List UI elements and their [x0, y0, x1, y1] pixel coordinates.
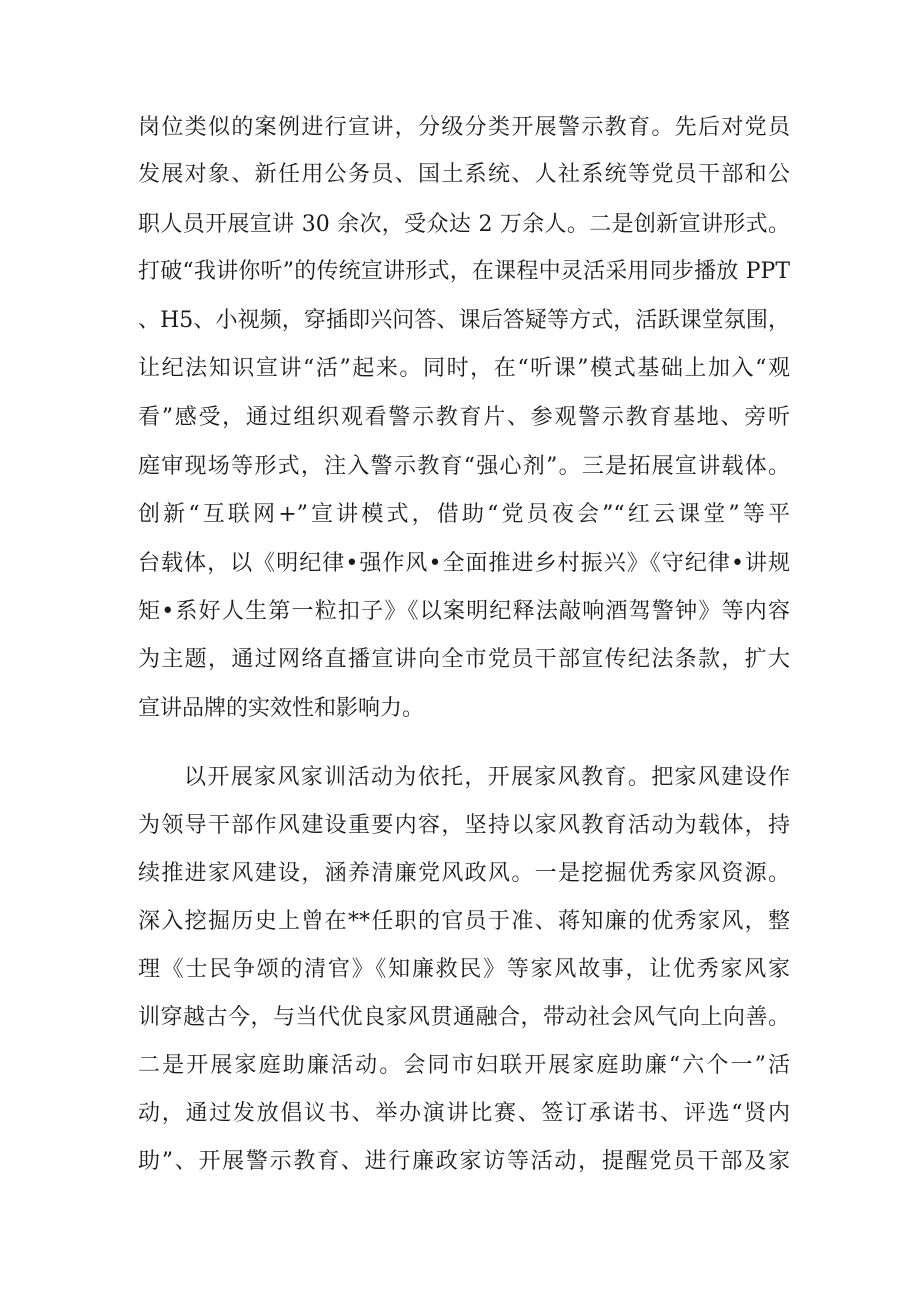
paragraph-line: 为主题，通过网络直播宣讲向全市党员干部宣传纪法条款，扩大: [138, 647, 790, 672]
paragraph-line: 创新“互联网+”宣讲模式，借助“党员夜会”“红云课堂”等平: [138, 502, 790, 527]
paragraph-line: 训穿越古今，与当代优良家风贯通融合，带动社会风气向上向善。: [138, 1005, 790, 1030]
paragraph-line: 打破“我讲你听”的传统宣讲形式，在课程中灵活采用同步播放 PPT: [138, 259, 790, 284]
paragraph-line: 看”感受，通过组织观看警示教育片、参观警示教育基地、旁听: [138, 405, 790, 430]
paragraph-line: 、H5、小视频，穿插即兴问答、课后答疑等方式，活跃课堂氛围，: [138, 308, 790, 333]
paragraph-line: 动，通过发放倡议书、举办演讲比赛、签订承诺书、评选“贤内: [138, 1101, 790, 1126]
paragraph-line: 续推进家风建设，涵养清廉党风政风。一是挖掘优秀家风资源。: [138, 861, 790, 886]
paragraph-line: 职人员开展宣讲 30 余次，受众达 2 万余人。二是创新宣讲形式。: [138, 212, 790, 237]
paragraph-line: 台载体，以《明纪律•强作风•全面推进乡村振兴》《守纪律•讲规: [138, 551, 790, 576]
paragraph-line-last: 宣讲品牌的实效性和影响力。: [138, 696, 425, 721]
paragraph-heading-line: 以开展家风家训活动为依托，开展家风教育。把家风建设作: [184, 765, 790, 790]
paragraph-line: 助”、开展警示教育、进行廉政家访等活动，提醒党员干部及家: [138, 1149, 790, 1174]
paragraph-line: 深入挖掘历史上曾在**任职的官员于准、蒋知廉的优秀家风，整: [138, 909, 790, 934]
paragraph-line: 岗位类似的案例进行宣讲，分级分类开展警示教育。先后对党员: [138, 115, 790, 140]
paragraph-line: 庭审现场等形式，注入警示教育“强心剂”。三是拓展宣讲载体。: [138, 454, 790, 479]
paragraph-line: 理《士民争颂的清官》《知廉救民》等家风故事，让优秀家风家: [138, 957, 790, 982]
paragraph-line: 为领导干部作风建设重要内容，坚持以家风教育活动为载体，持: [138, 813, 790, 838]
paragraph-line: 让纪法知识宣讲“活”起来。同时，在“听课”模式基础上加入“观: [138, 356, 790, 381]
paragraph-line: 矩•系好人生第一粒扣子》《以案明纪释法敲响酒驾警钟》等内容: [138, 599, 790, 624]
paragraph-line: 二是开展家庭助廉活动。会同市妇联开展家庭助廉“六个一”活: [138, 1053, 790, 1078]
paragraph-line: 发展对象、新任用公务员、国土系统、人社系统等党员干部和公: [138, 162, 790, 187]
